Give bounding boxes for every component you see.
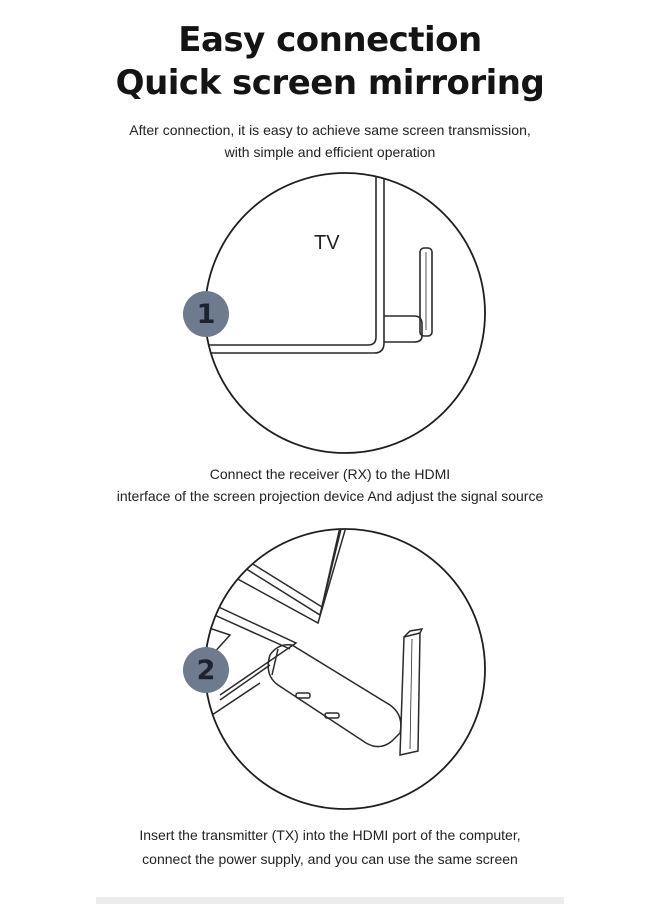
- step2-badge: 2: [183, 647, 229, 693]
- subtitle-line-1: After connection, it is easy to achieve same screen transmission,: [129, 122, 531, 138]
- step2-illustration: [200, 525, 490, 815]
- subtitle-line-2: with simple and efficient operation: [224, 144, 436, 160]
- headline-line-1: Easy connection: [178, 20, 482, 60]
- step2-caption-line-2: connect the power supply, and you can use the same screen: [142, 851, 518, 867]
- step1-illustration: [200, 170, 490, 460]
- step2-circle: [205, 529, 485, 809]
- step1-caption-line-2: interface of the screen projection device And adjust the signal source: [116, 488, 544, 504]
- step1-caption-line-1: Connect the receiver (RX) to the HDMI: [209, 466, 451, 482]
- headline-line-2: Quick screen mirroring: [115, 63, 545, 103]
- step2-caption-line-1: Insert the transmitter (TX) into the HDMI port of the computer,: [139, 827, 521, 843]
- step1-circle: [205, 173, 485, 453]
- tv-label: TV: [314, 232, 340, 254]
- step1-badge: 1: [183, 291, 229, 337]
- bottom-divider: [96, 897, 564, 904]
